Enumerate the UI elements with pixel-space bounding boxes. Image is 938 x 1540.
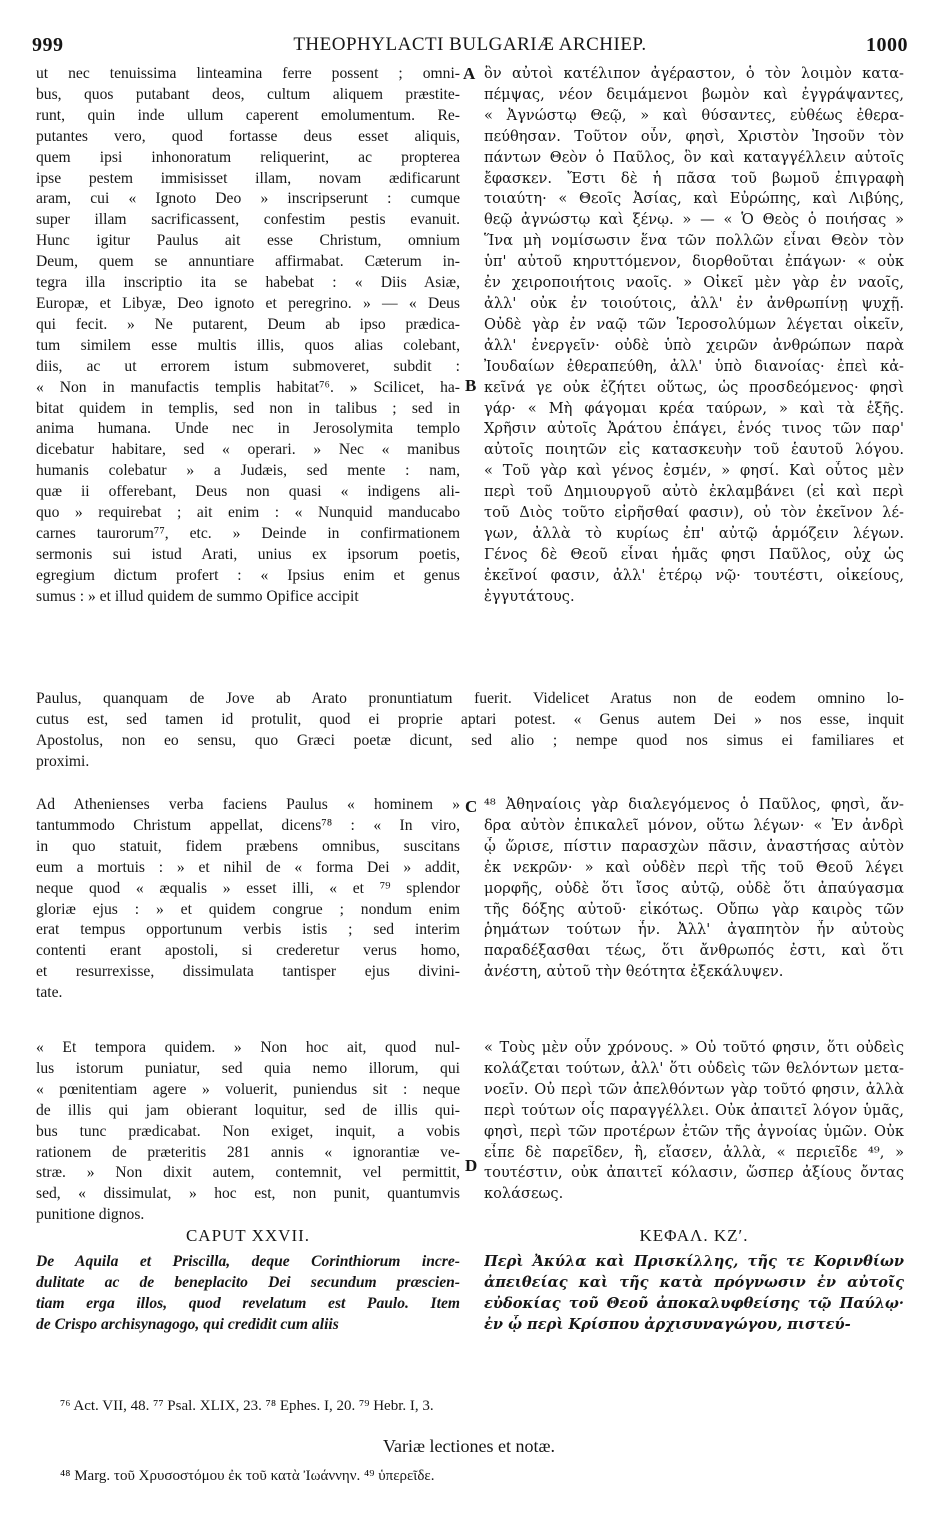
text-line: quæ ii offerebant, Deus non quasi « indigens ali- xyxy=(36,483,460,501)
text-line: dulitate ac de beneplacito Dei secundum præscien- xyxy=(36,1273,460,1291)
scripture-footnotes: ⁷⁶ Act. VII, 48. ⁷⁷ Psal. XLIX, 23. ⁷⁸ Ephes. I, 20. ⁷⁹ Hebr. I, 3. xyxy=(60,1398,434,1414)
text-line: νοεῖν. Οὐ περὶ τῶν ἀπελθόντων γὰρ τοῦτό φησιν, ἀλλὰ xyxy=(484,1080,904,1098)
running-header xyxy=(32,34,908,58)
text-line: contenti erant apostoli, si crederetur verus homo, xyxy=(36,942,460,960)
text-line: πάντων Θεὸν ὁ Παῦλος, ὃν καὶ καταγγέλλειν αὐτοῖς xyxy=(484,148,904,166)
text-line: putantes vero, quod fortasse deus esset aliquis, xyxy=(36,127,460,145)
text-line: et resurrexisse, dissimulata tantisper ejus divini- xyxy=(36,963,460,981)
text-line: tantummodo Christum appellat, dicens⁷⁸ : « In viro, xyxy=(36,816,460,834)
text-line: humanis colebatur » a Judæis, sed mente : nam, xyxy=(36,462,460,480)
text-line: proximi. xyxy=(36,752,90,770)
text-line: ὃν αὐτοὶ κατέλιπον ἀγέραστον, ὁ τὸν λοιμὸν κατα- xyxy=(484,65,904,82)
variae-lectiones-notes: ⁴⁸ Marg. τοῦ Χρυσοστόμου ἐκ τοῦ κατὰ Ἰωάννην. ⁴⁹ ὑπερεῖδε. xyxy=(60,1468,435,1484)
text-line: ἐγγυτάτους. xyxy=(484,587,575,605)
text-line: diis, ac ut errorem istum submoveret, subdit : xyxy=(36,357,460,375)
text-line: ut nec tenuissima linteamina ferre possent ; omni- xyxy=(36,65,460,82)
latin-column-lower xyxy=(36,1038,460,1226)
text-line: ῥημάτων τούτων ἦν. Ἀλλ' ἀγαπητὸν ἦν αὐτοὺς xyxy=(484,921,904,939)
text-line: tate. xyxy=(36,984,63,1002)
text-line: sermonis sui istud Arati, unius ex ipsorum poetis, xyxy=(36,545,460,563)
margin-marker-d: D xyxy=(465,1156,478,1175)
text-line: ἐν ᾧ περὶ Κρίσπου ἀρχισυναγώγου, πιστεύ- xyxy=(484,1315,851,1333)
margin-marker-a: A xyxy=(463,64,476,83)
text-line: « Τοῦ γὰρ καὶ γένος ἐσμέν, » φησί. Καὶ οὗτος μὲν xyxy=(484,462,904,480)
text-line: Ἵνα μὴ νομίσωσιν ἕνα τῶν πολλῶν εἶναι Θεὸν τὸν xyxy=(484,232,904,250)
text-line: ἐκεῖνοί φασιν, ἀλλ' ἑτέρῳ νῷ· τουτέστι, οἰκείους, xyxy=(484,566,904,584)
text-line: Ad Athenienses verba faciens Paulus « hominem » xyxy=(36,796,460,813)
text-line: carnes taurorum⁷⁷, etc. » Deinde in confirmationem xyxy=(36,524,460,542)
text-line: de Crispo archisynagogo, qui credidit cum aliis xyxy=(36,1315,339,1333)
chapter-heading-greek: ΚΕΦΑΛ. ΚΖʹ. xyxy=(639,1226,749,1245)
text-line: εἶπε δὲ παρεῖδεν, ἢ, εἴασεν, ἀλλὰ, « περιεῖδε ⁴⁹, » xyxy=(484,1143,904,1161)
text-line: περὶ τούτων οἷς παραγγέλλει. Οὐκ ἀπαιτεῖ λόγον ὑμᾶς, xyxy=(484,1101,904,1119)
text-line: Hunc igitur Paulus ait esse Christum, omnium xyxy=(36,232,460,250)
running-title: THEOPHYLACTI BULGARIÆ ARCHIEP. xyxy=(293,34,647,55)
text-line: θεῷ ἀγνώστῳ καὶ ξένῳ. » — « Ὁ Θεὸς ὁ ποιήσας » xyxy=(484,211,904,229)
latin-column-middle xyxy=(36,795,460,1004)
text-line: gloriæ ejus : » et quidem congrue ; nondum enim xyxy=(36,900,460,918)
text-line: super illam sacrificassent, confestim pestis evanuit. xyxy=(36,211,460,229)
text-line: bus tunc prædicabat. Non exiget, inquit, a vobis xyxy=(36,1122,460,1140)
right-page-number: 1000 xyxy=(866,34,908,56)
text-line: ἔφασκεν. Ἔστι δὲ ἡ πᾶσα τοῦ βωμοῦ ἐπιγραφὴ xyxy=(484,169,904,187)
text-line: αὐτοῖς ποιητῶν εἰς κατασκευὴν τοῦ ἑαυτοῦ λόγου. xyxy=(484,441,904,459)
text-line: γων, ἀλλὰ τὸ κυρίως ἐπ' αὐτῷ ἁρμόζειν λέγων. xyxy=(484,524,904,542)
text-line: περὶ τοῦ Δημιουργοῦ αὐτὸ ἐκλαμβάνει (εἰ καὶ περὶ xyxy=(484,483,904,501)
left-page-number: 999 xyxy=(32,34,64,56)
text-line: Χρῆσιν αὐτοῖς Ἀράτου ἐπάγει, ἑνός τινος τῶν παρ' xyxy=(484,420,904,438)
text-line: Apostolus, non eo sensu, quo Græci poetæ dicunt, sed alio ; nempe quod nos simus ei familiares et xyxy=(36,731,904,749)
text-line: quem ipsi inhonoratum reliquerint, ac propterea xyxy=(36,148,460,166)
text-line: Paulus, quanquam de Jove ab Arato pronuntiatum fuerit. Videlicet Aratus non de eodem omnino lo- xyxy=(36,690,904,707)
text-line: τοῦ Διὸς τοῦτο εἰρῆσθαί φασιν), οὐ τὸν ἐκεῖνον λέ- xyxy=(484,504,904,522)
text-line: sed, « dissimulat, » hoc est, non punit, quantumvis xyxy=(36,1185,460,1203)
text-line: punitione dignos. xyxy=(36,1206,145,1224)
text-line: μορφῆς, οὐδὲ ὅτι ἴσος αὐτῷ, οὐδὲ ὅτι ἀπαύγασμα xyxy=(484,879,904,897)
latin-column-top xyxy=(36,64,460,608)
chapter-summary-latin xyxy=(36,1252,460,1336)
text-line: ipse pestem immisisset illam, novam ædificarunt xyxy=(36,169,460,187)
text-line: tum similem esse multis illis, quos alias colebant, xyxy=(36,336,460,354)
text-line: ἀπειθείας καὶ τῆς κατὰ πρόγνωσιν ἐν αὐτοῖς xyxy=(484,1273,904,1291)
text-line: Deum, quem se annuntiare affirmabat. Cæterum in- xyxy=(36,253,460,271)
variae-lectiones-title: Variæ lectiones et notæ. xyxy=(383,1436,555,1456)
text-line: stræ. » Non dixit autem, contemnit, vel permittit, xyxy=(36,1164,460,1182)
chapter-heading-latin: CAPUT XXVII. xyxy=(185,1226,311,1245)
greek-column-middle xyxy=(484,795,904,983)
text-line: Europæ, et Libyæ, Deo ignoto et peregrino. » — « Deus xyxy=(36,294,460,312)
text-line: anima humana. Unde nec in Jerosolymita templo xyxy=(36,420,460,438)
full-width-paragraph xyxy=(36,689,904,773)
text-line: εὐδοκίας τοῦ Θεοῦ ἀποκαλυφθείσης τῷ Παύλῳ· xyxy=(484,1294,904,1312)
greek-column-lower xyxy=(484,1038,904,1205)
text-line: γάρ· « Μὴ φάγομαι κρέα ταύρων, » καὶ τὰ ἑξῆς. xyxy=(484,399,904,417)
text-line: Ἰουδαίων ἐθεραπεύθη, ἀλλ' ὑπὸ διανοίας· ἐπεὶ κἀ- xyxy=(484,357,904,375)
text-line: sumus : » et illud quidem de summo Opifice accipit xyxy=(36,587,359,605)
text-line: ἐκ νεκρῶν· » καὶ οὐδὲν περὶ τῆς τοῦ Θεοῦ λέγει xyxy=(484,858,904,876)
text-line: egregium dictum profert : « Ipsius enim et genus xyxy=(36,566,460,584)
margin-marker-c: C xyxy=(465,797,478,816)
text-line: πεύθησαν. Τοῦτον οὖν, φησὶ, Χριστὸν Ἰησοῦν τὸν xyxy=(484,127,904,145)
text-line: aram, cui « Ignoto Deo » inscripserunt : cumque xyxy=(36,190,460,208)
text-line: ⁴⁸ Ἀθηναίοις γὰρ διαλεγόμενος ὁ Παῦλος, φησὶ, ἄν- xyxy=(484,796,904,813)
text-line: ᾧ ὥρισε, πίστιν παρασχὼν πᾶσιν, ἀναστήσας αὐτὸν xyxy=(484,837,904,855)
text-line: rationem de præteritis 281 annis « ignorantiæ ve- xyxy=(36,1143,460,1161)
text-line: ὑπ' αὐτοῦ κηρυττόμενον, διορθοῦται ἐπάγων· « οὐκ xyxy=(484,253,904,271)
text-line: φησὶ, περὶ τῶν προτέρων ἐτῶν τῆς ἀγνοίας ὑμῶν. Οὐκ xyxy=(484,1122,904,1140)
text-line: De Aquila et Priscilla, deque Corinthiorum incre- xyxy=(36,1253,460,1270)
text-line: « Et tempora quidem. » Non hoc ait, quod nul- xyxy=(36,1039,460,1056)
text-line: τουτέστιν, οὐκ ἀπαιτεῖ κόλασιν, ὥσπερ ἀξίους ὄντας xyxy=(484,1164,904,1182)
text-line: δρα αὐτὸν ἐπικαλεῖ μόνον, οὕτω λέγων· « Ἐν ἀνδρὶ xyxy=(484,816,904,834)
text-line: « Ἀγνώστῳ Θεῷ, » καὶ θύσαντες, εὐθέως ἐθερα- xyxy=(484,106,904,124)
text-line: τοιαύτη· « Θεοῖς Ἀσίας, καὶ Εὐρώπης, καὶ Λιβύης, xyxy=(484,190,904,208)
text-line: Οὐδὲ γὰρ ἐν ναῷ τῶν Ἱεροσολύμων λέγεται οἰκεῖν, xyxy=(484,315,904,333)
text-line: ἀνέστη, αὐτοῦ τὴν θεότητα ἐξεκάλυψεν. xyxy=(484,963,784,981)
text-line: « pœnitentiam agere » voluerit, puniendus sit : neque xyxy=(36,1080,460,1098)
margin-marker-b: B xyxy=(465,376,477,395)
text-line: tiam erga illos, quod revelatum est Paulo. Item xyxy=(36,1294,460,1312)
text-line: κολάζεται τούτων, ἀλλ' ὅτι οὐδεὶς τῶν θελόντων μετα- xyxy=(484,1059,904,1077)
text-line: ἀλλ' οὐκ ἐν τοιούτοις, ἀλλ' ἐν ἀνθρωπίνῃ ψυχῇ. xyxy=(484,294,904,312)
text-line: « Τοὺς μὲν οὖν χρόνους. » Οὐ τοῦτό φησιν, ὅτι οὐδεὶς xyxy=(484,1039,904,1056)
text-line: dicebatur habitare, sed « operari. » Nec « manibus xyxy=(36,441,460,459)
text-line: « Non in manufactis templis habitat⁷⁶. » Scilicet, ha- xyxy=(36,378,460,396)
text-line: κεῖνά γε οὐκ ἐζήτει οὕτως, ὡς προσδεόμενος· φησὶ xyxy=(484,378,904,396)
text-line: bus, quos putabant deos, cultum aliquem præstite- xyxy=(36,85,460,103)
text-line: erat tempus opportunum verbis istis ; sed interim xyxy=(36,921,460,939)
text-line: πέμψας, νέον δειμάμενοι βωμὸν καὶ ἐγγράψαντες, xyxy=(484,85,904,103)
text-line: runt, quin inde ullum caperent emolumentum. Re- xyxy=(36,106,460,124)
text-line: παραδέξασθαι τέως, ὅτι ἄνθρωπός ἐστι, καὶ ὅτι xyxy=(484,942,904,960)
text-line: Γένος δὲ Θεοῦ εἶναι ἡμᾶς φησι Παῦλος, οὐχ ὡς xyxy=(484,545,904,563)
text-line: de illis qui jam obierant loquitur, sed de illis qui- xyxy=(36,1101,460,1119)
text-line: tegra illa inscriptio ita se habebat : « Diis Asiæ, xyxy=(36,274,460,292)
text-line: Περὶ Ἀκύλα καὶ Πρισκίλλης, τῆς τε Κορινθίων xyxy=(484,1253,904,1270)
text-line: ἐν χειροποιήτοις ναοῖς. » Οἰκεῖ μὲν γὰρ ἐν ναοῖς, xyxy=(484,274,904,292)
text-line: κολάσεως. xyxy=(484,1185,564,1203)
greek-column-top xyxy=(484,64,904,608)
text-line: neque quod « æqualis » esset illi, « et ⁷⁹ splendor xyxy=(36,879,460,897)
text-line: ἀλλ' ἐνεργεῖν· οὐδὲ ὑπὸ χειρῶν ἀνθρώπων παρὰ xyxy=(484,336,904,354)
text-line: eum a mortuis : » et nihil de « forma Dei » addit, xyxy=(36,858,460,876)
chapter-summary-greek xyxy=(484,1252,904,1336)
text-line: cutus est, sed tamen id protulit, quod ei proprie aptari potest. « Genus autem Dei » nos esse, inquit xyxy=(36,710,904,728)
text-line: τῆς δόξης αὐτοῦ· εἰκότως. Οὔπω γὰρ καιρὸς τῶν xyxy=(484,900,904,918)
text-line: bitat quidem in templis, sed non in talibus ; sed in xyxy=(36,399,460,417)
text-line: qui fecit. » Ne putarent, Deum ab ipso prædica- xyxy=(36,315,460,333)
text-line: in quo statuit, fidem præbens omnibus, suscitans xyxy=(36,837,460,855)
text-line: quo » requirebat ; ait enim : « Nunquid manducabo xyxy=(36,504,460,522)
text-line: lus istorum puniatur, sed quia nemo illorum, qui xyxy=(36,1059,460,1077)
